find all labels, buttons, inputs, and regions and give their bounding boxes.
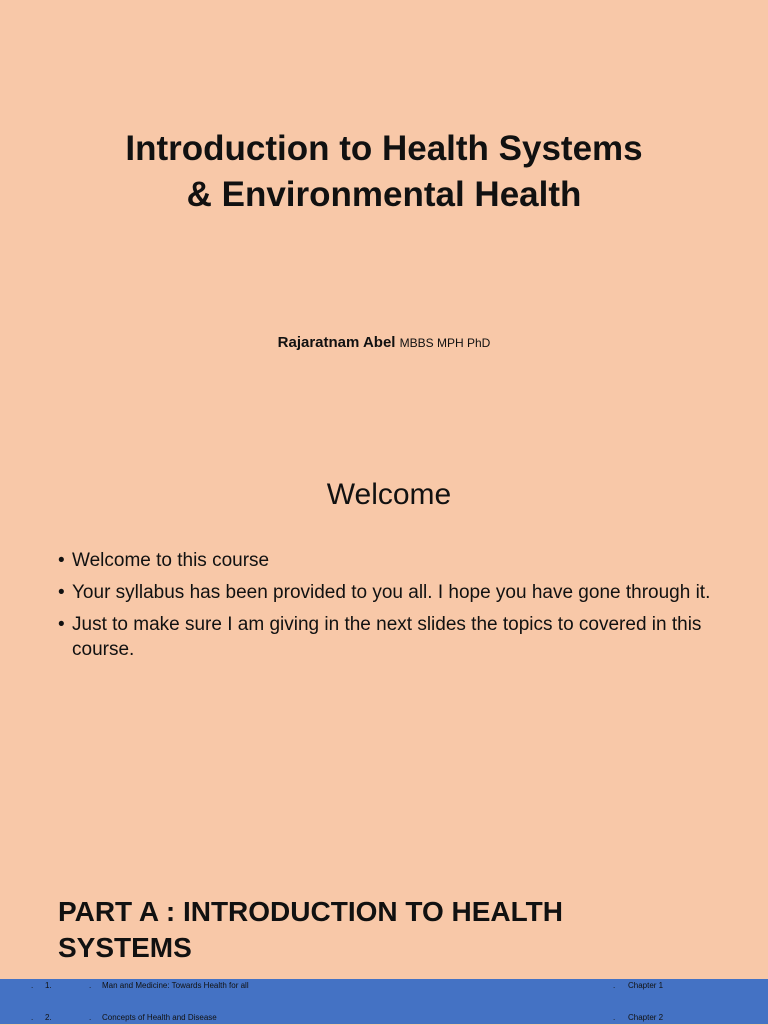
bullet-text: Welcome to this course (72, 550, 270, 571)
row-topic: Man and Medicine: Towards Health for all (102, 981, 249, 990)
list-item (56, 612, 716, 662)
row-marker: . (613, 1013, 616, 1022)
bullet-text: Your syllabus has been provided to you all. I hope you have gone through it. (72, 582, 711, 603)
title-slide (0, 0, 768, 440)
topics-table (0, 979, 768, 1024)
part-a-slide (0, 880, 768, 1024)
row-marker: . (31, 981, 34, 990)
table-row (0, 979, 768, 993)
author-line (0, 334, 768, 351)
slide-title-line-2: & Environmental Health (186, 175, 582, 214)
part-title-line-1: PART A : INTRODUCTION TO HEALTH (58, 896, 563, 927)
row-chapter: Chapter 2 (628, 1013, 664, 1022)
bullet-marker: • (58, 550, 65, 571)
row-number: 1. (45, 981, 52, 990)
part-title (58, 894, 698, 966)
list-item (56, 548, 716, 573)
bullet-marker: • (58, 614, 65, 635)
table-row (0, 1011, 768, 1025)
author-credentials: MBBS MPH PhD (399, 336, 491, 350)
welcome-bullet-list (56, 548, 716, 669)
row-marker: . (31, 1013, 34, 1022)
author-name: Rajaratnam Abel (277, 334, 396, 351)
row-marker: . (89, 981, 92, 990)
row-marker: . (613, 981, 616, 990)
part-title-line-2: SYSTEMS (58, 932, 192, 963)
bullet-marker: • (58, 582, 65, 603)
bullet-text: Just to make sure I am giving in the next slides the topics to covered in this course. (72, 614, 702, 660)
row-number: 2. (45, 1013, 52, 1022)
slide-title-line-1: Introduction to Health Systems (125, 129, 643, 168)
row-topic: Concepts of Health and Disease (102, 1013, 217, 1022)
row-marker: . (89, 1013, 92, 1022)
slide-title (0, 126, 768, 218)
row-chapter: Chapter 1 (628, 981, 664, 990)
welcome-slide (0, 460, 768, 860)
list-item (56, 580, 716, 605)
welcome-heading: Welcome (326, 478, 452, 511)
